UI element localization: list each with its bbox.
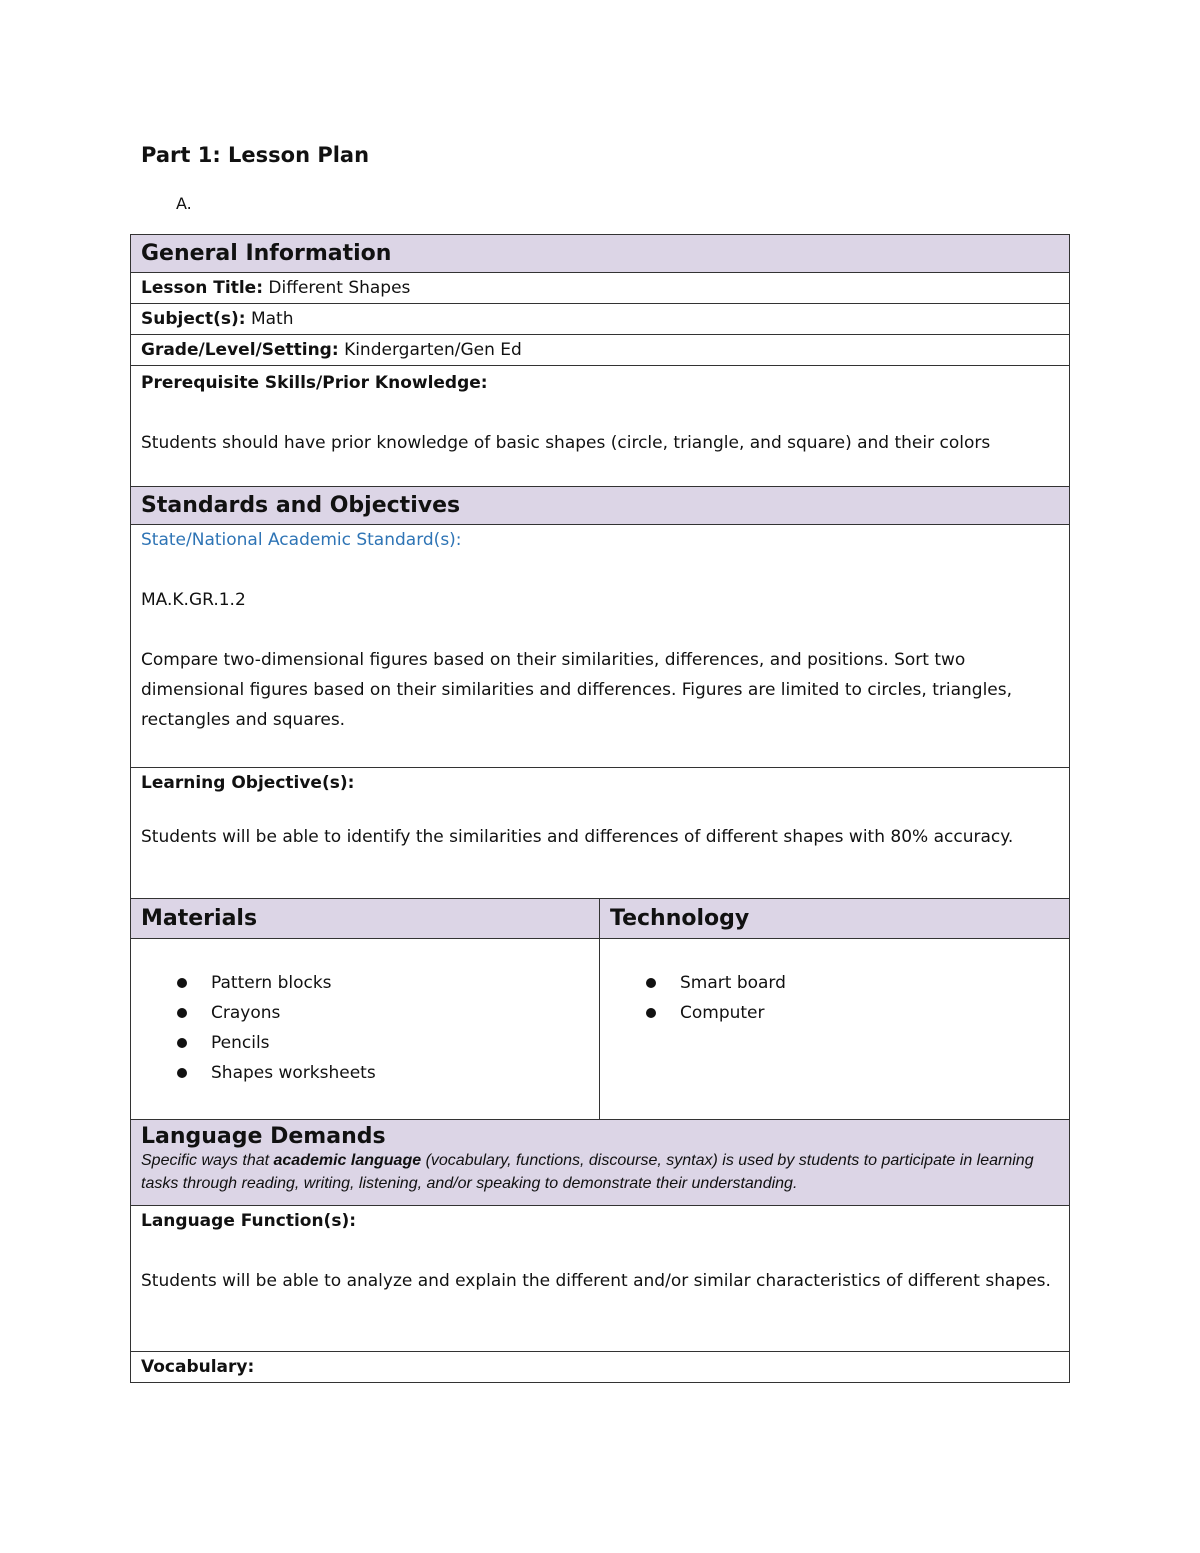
materials-tech-header-row	[131, 899, 1070, 939]
lesson-title-label: Lesson Title:	[141, 278, 264, 298]
subjects-value: Math	[250, 309, 294, 329]
lesson-title-row	[131, 273, 1070, 304]
subjects-row	[131, 304, 1070, 335]
page-title: Part 1: Lesson Plan	[141, 143, 370, 167]
prereq-row	[131, 366, 1070, 487]
language-heading: Language Demands	[141, 1124, 386, 1149]
list-item: Computer	[646, 998, 1059, 1028]
list-item: Crayons	[177, 998, 589, 1028]
language-header-row	[131, 1120, 1070, 1206]
list-item: Smart board	[646, 968, 1059, 998]
technology-heading: Technology	[610, 906, 750, 931]
grade-row	[131, 335, 1070, 366]
function-text: Students will be able to analyze and explain the different and/or similar characteristics of different shapes.	[141, 1271, 1051, 1291]
section-label: A.	[176, 194, 192, 213]
materials-tech-row	[131, 939, 1070, 1120]
objective-text: Students will be able to identify the similarities and differences of different shapes with 80% accuracy.	[141, 827, 1014, 847]
function-label: Language Function(s):	[141, 1211, 357, 1231]
prereq-text: Students should have prior knowledge of basic shapes (circle, triangle, and square) and their colors	[141, 433, 991, 453]
technology-list	[610, 968, 1059, 1028]
standard-text: Compare two-dimensional figures based on their similarities, differences, and positions. Sort two dimensional figures based on their similarities and differences. Figures are limited to circles, triangles, rectangles and squares.	[141, 650, 1013, 730]
language-note: Specific ways that academic language (vocabulary, functions, discourse, syntax) is used by students to participate in learning tasks through reading, writing, listening, and/or speaking to demonstrate their understanding.	[141, 1152, 1034, 1192]
objective-label: Learning Objective(s):	[141, 773, 355, 793]
list-item: Pencils	[177, 1028, 589, 1058]
materials-heading: Materials	[141, 906, 258, 931]
standards-row	[131, 525, 1070, 768]
standard-code: MA.K.GR.1.2	[141, 590, 246, 610]
materials-list	[141, 968, 589, 1088]
grade-label: Grade/Level/Setting:	[141, 340, 339, 360]
standards-header-row	[131, 487, 1070, 525]
prereq-label: Prerequisite Skills/Prior Knowledge:	[141, 373, 488, 393]
language-function-row	[131, 1206, 1070, 1352]
general-info-heading: General Information	[141, 241, 392, 266]
general-info-header-row	[131, 235, 1070, 273]
objective-row	[131, 768, 1070, 899]
grade-value: Kindergarten/Gen Ed	[344, 340, 522, 360]
standard-label: State/National Academic Standard(s):	[141, 530, 462, 550]
subjects-label: Subject(s):	[141, 309, 246, 329]
vocabulary-row	[131, 1352, 1070, 1383]
lesson-plan-table	[130, 234, 1070, 1383]
lesson-title-value: Different Shapes	[268, 278, 411, 298]
list-item: Shapes worksheets	[177, 1058, 589, 1088]
vocabulary-label: Vocabulary:	[141, 1357, 255, 1377]
standards-heading: Standards and Objectives	[141, 493, 461, 518]
list-item: Pattern blocks	[177, 968, 589, 998]
